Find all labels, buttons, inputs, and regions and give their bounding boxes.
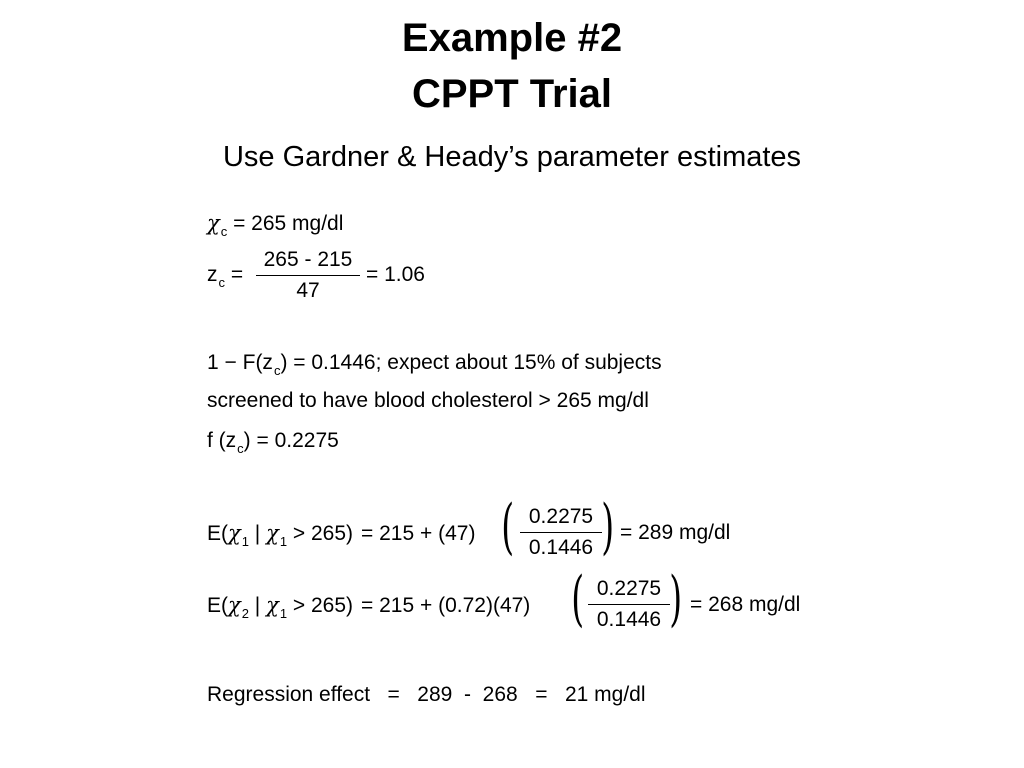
zc-numerator: 265 - 215 <box>263 248 353 271</box>
pdf-line <box>207 428 339 456</box>
subscript: 1 <box>279 534 288 549</box>
expectation-2-lhs <box>207 592 530 621</box>
condition: > 265) <box>287 522 354 545</box>
expectation-1-fraction <box>520 504 602 561</box>
zc-denominator: 47 <box>296 279 320 302</box>
screened-line: screened to have blood cholesterol > 265 mg/dl <box>207 389 649 412</box>
chi-symbol: χ <box>228 593 241 617</box>
left-paren: ( <box>571 564 585 634</box>
expectation-1-lhs <box>207 520 475 549</box>
cdf-line <box>207 350 662 378</box>
pdf-lhs: f (z <box>207 429 237 452</box>
fraction-numerator: 0.2275 <box>528 505 594 528</box>
subscript: 1 <box>241 534 249 549</box>
zc-result: = 1.06 <box>366 263 425 286</box>
right-paren: ) <box>669 564 683 634</box>
fraction-numerator: 0.2275 <box>596 577 662 600</box>
fraction-bar <box>256 275 360 276</box>
right-paren: ) <box>601 492 615 562</box>
chi-symbol: χ <box>228 521 241 545</box>
subscript: c <box>237 441 244 456</box>
title-line-2: CPPT Trial <box>411 72 613 116</box>
subscript: c <box>218 275 225 290</box>
subscript: c <box>220 224 228 239</box>
pdf-rhs: ) = 0.2275 <box>243 429 339 452</box>
fraction-denominator: 0.1446 <box>528 536 594 559</box>
cdf-lhs: 1 − F(z <box>207 351 273 374</box>
subscript: c <box>273 363 281 378</box>
given-bar: | <box>248 522 267 545</box>
zc-lhs <box>207 262 243 290</box>
e-open: E( <box>207 522 228 545</box>
given-bar: | <box>248 594 267 617</box>
title-line-1: Example #2 <box>401 16 623 60</box>
fraction-bar <box>588 604 670 605</box>
left-paren: ( <box>501 492 515 562</box>
expectation-2-rhs: = 215 + (0.72)(47) <box>361 594 531 617</box>
chi-c-equation <box>207 210 343 239</box>
expectation-1-result: = 289 mg/dl <box>620 521 731 544</box>
fraction-denominator: 0.1446 <box>596 608 662 631</box>
z-var: z <box>207 263 218 286</box>
subscript: 1 <box>279 606 288 621</box>
subscript: 2 <box>241 606 249 621</box>
expectation-2-result: = 268 mg/dl <box>690 593 801 616</box>
equals: = <box>225 263 244 286</box>
fraction-bar <box>520 532 602 533</box>
expectation-2-fraction <box>588 576 670 633</box>
cdf-rhs: ) = 0.1446; expect about 15% of subjects <box>280 351 662 374</box>
chi-symbol: χ <box>207 211 220 235</box>
zc-fraction <box>256 247 360 304</box>
e-open: E( <box>207 594 228 617</box>
condition: > 265) <box>287 594 354 617</box>
subtitle: Use Gardner & Heady’s parameter estimates <box>222 141 802 173</box>
chi-symbol: χ <box>266 593 279 617</box>
expectation-1-rhs: = 215 + (47) <box>361 522 476 545</box>
chi-c-value: = 265 mg/dl <box>227 212 344 235</box>
regression-effect-line: Regression effect = 289 - 268 = 21 mg/dl <box>207 683 646 706</box>
chi-symbol: χ <box>266 521 279 545</box>
